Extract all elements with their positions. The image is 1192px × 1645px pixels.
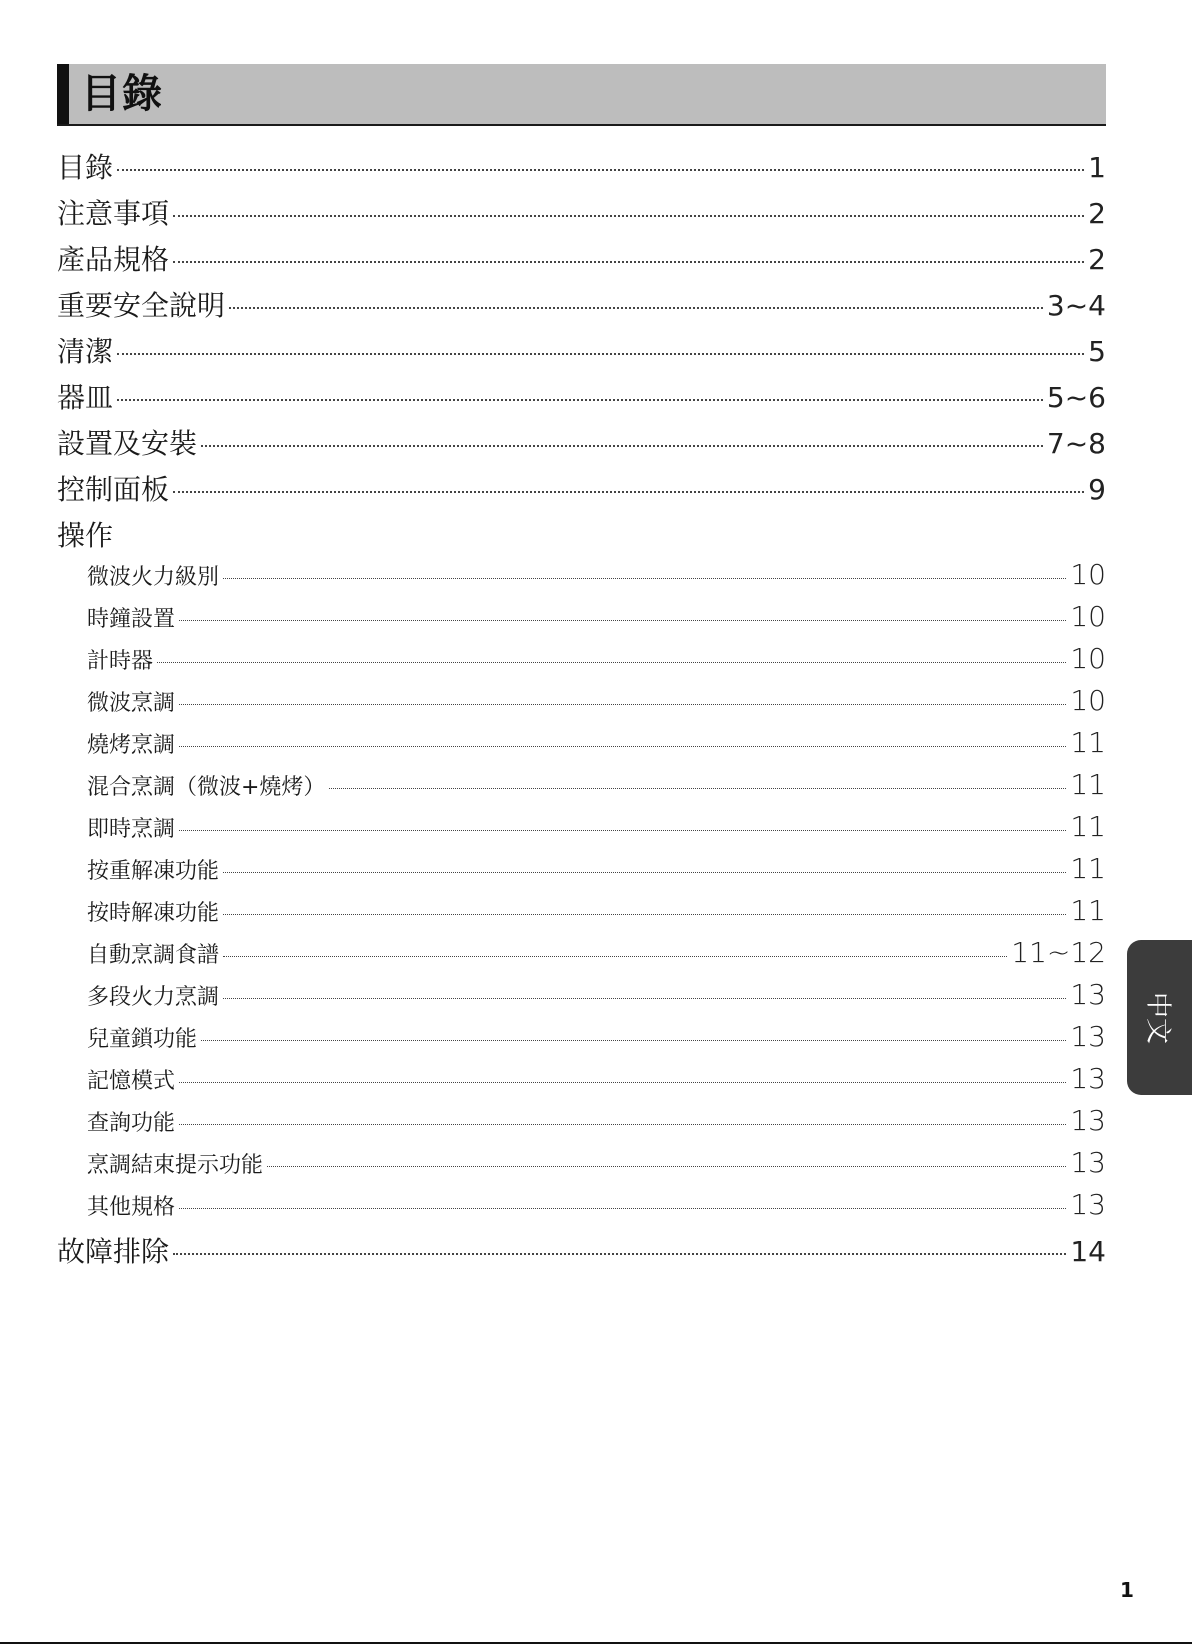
dot-leader: [117, 399, 1043, 401]
toc-entry-title: 控制面板: [57, 473, 170, 506]
toc-entry: [57, 1104, 1106, 1146]
toc-entry-page: 11: [1070, 726, 1106, 759]
toc-entry: [57, 514, 1106, 558]
dot-leader: [179, 830, 1066, 831]
dot-leader: [223, 872, 1066, 873]
toc-entry-page: 14: [1070, 1235, 1106, 1268]
dot-leader: [117, 169, 1084, 171]
toc-entry-title: 注意事項: [57, 197, 170, 230]
dot-leader: [179, 1208, 1066, 1209]
dot-leader: [157, 662, 1066, 663]
toc-entry-title: 微波火力級別: [87, 565, 220, 590]
toc-entry-title: 計時器: [87, 649, 154, 674]
dot-leader: [223, 998, 1066, 999]
bottom-rule: [0, 1642, 1192, 1644]
page-number: 1: [1120, 1578, 1134, 1602]
toc-entry-page: 5: [1088, 335, 1106, 368]
toc-entry-title: 按重解凍功能: [87, 859, 220, 884]
dot-leader: [173, 261, 1084, 263]
toc-entry: [57, 642, 1106, 684]
toc-entry-page: 10: [1070, 642, 1106, 675]
toc-entry-page: 9: [1088, 473, 1106, 506]
toc-entry: [57, 468, 1106, 514]
dot-leader: [201, 1040, 1066, 1041]
toc-entry-title: 其他規格: [87, 1195, 176, 1220]
dot-leader: [229, 307, 1043, 309]
toc-entry-page: 13: [1070, 1188, 1106, 1221]
toc-entry-page: 11: [1070, 894, 1106, 927]
toc-entry-page: 11: [1070, 810, 1106, 843]
toc-entry-page: 10: [1070, 600, 1106, 633]
toc-entry: [57, 936, 1106, 978]
page-title: 目錄: [81, 71, 163, 117]
dot-leader: [179, 1124, 1066, 1125]
toc-entry: [57, 684, 1106, 726]
dot-leader: [173, 491, 1084, 493]
toc-entry-page: 11~12: [1011, 936, 1106, 969]
toc-entry-page: 11: [1070, 852, 1106, 885]
toc-entry: [57, 768, 1106, 810]
toc-entry-title: 微波烹調: [87, 691, 176, 716]
dot-leader: [179, 704, 1066, 705]
dot-leader: [201, 445, 1043, 447]
dot-leader: [173, 215, 1084, 217]
toc-entry-title: 燒烤烹調: [87, 733, 176, 758]
toc-entry-title: 自動烹調食譜: [87, 943, 220, 968]
toc-entry-page: 1: [1088, 151, 1106, 184]
toc-entry-page: 13: [1070, 1146, 1106, 1179]
toc-entry-title: 多段火力烹調: [87, 985, 220, 1010]
toc-entry-title: 目錄: [57, 151, 114, 184]
toc-entry: [57, 284, 1106, 330]
dot-leader: [173, 1253, 1066, 1255]
toc-entry-title: 查詢功能: [87, 1111, 176, 1136]
toc-entry-title: 故障排除: [57, 1235, 170, 1268]
toc-entry-title: 清潔: [57, 335, 114, 368]
toc-entry: [57, 238, 1106, 284]
toc-entry-page: 2: [1088, 243, 1106, 276]
toc-entry-title: 記憶模式: [87, 1069, 176, 1094]
dot-leader: [223, 578, 1066, 579]
toc-entry: [57, 558, 1106, 600]
toc-entry-page: 10: [1070, 558, 1106, 591]
dot-leader: [223, 956, 1007, 957]
toc-entry: [57, 726, 1106, 768]
toc-entry: [57, 330, 1106, 376]
dot-leader: [117, 353, 1084, 355]
toc-entry-page: 13: [1070, 1104, 1106, 1137]
toc-entry-page: 3~4: [1046, 289, 1106, 322]
toc-entry-title: 產品規格: [57, 243, 170, 276]
toc-entry: [57, 894, 1106, 936]
toc-entry: [57, 376, 1106, 422]
toc-entry: [57, 978, 1106, 1020]
dot-leader: [179, 620, 1066, 621]
toc-entry-page: 10: [1070, 684, 1106, 717]
language-tab: [1127, 940, 1192, 1095]
dot-leader: [179, 746, 1066, 747]
dot-leader: [267, 1166, 1066, 1167]
toc-entry-title: 按時解凍功能: [87, 901, 220, 926]
dot-leader: [179, 1082, 1066, 1083]
toc-entry-title: 操作: [57, 519, 114, 552]
section-header: [57, 64, 1106, 126]
toc-entry: [57, 1230, 1106, 1276]
toc-entry: [57, 1146, 1106, 1188]
language-tab-label: 中文: [1142, 991, 1172, 1044]
toc-entry: [57, 852, 1106, 894]
toc-entry-title: 重要安全說明: [57, 289, 226, 322]
toc-entry: [57, 1188, 1106, 1230]
toc-entry-page: 5~6: [1046, 381, 1106, 414]
toc-entry-page: 2: [1088, 197, 1106, 230]
toc-entry-title: 烹調結束提示功能: [87, 1153, 264, 1178]
toc-entry: [57, 1062, 1106, 1104]
toc-entry-page: 13: [1070, 978, 1106, 1011]
toc-entry-title: 即時烹調: [87, 817, 176, 842]
toc-entry-page: 13: [1070, 1020, 1106, 1053]
toc-entry-title: 混合烹調（微波+燒烤）: [87, 775, 326, 800]
header-accent-bar: [57, 64, 69, 124]
toc-entry-title: 時鐘設置: [87, 607, 176, 632]
toc-entry-title: 兒童鎖功能: [87, 1027, 198, 1052]
toc-entry-page: 11: [1070, 768, 1106, 801]
dot-leader: [223, 914, 1066, 915]
toc-entry: [57, 600, 1106, 642]
toc-entry: [57, 1020, 1106, 1062]
toc-entry: [57, 422, 1106, 468]
toc-entry-title: 設置及安裝: [57, 427, 198, 460]
toc-entry-page: 13: [1070, 1062, 1106, 1095]
dot-leader: [329, 788, 1066, 789]
toc-entry: [57, 192, 1106, 238]
toc-entry-title: 器皿: [57, 381, 114, 414]
table-of-contents: [57, 146, 1106, 1276]
toc-entry: [57, 810, 1106, 852]
toc-entry-page: 7~8: [1046, 427, 1106, 460]
toc-entry: [57, 146, 1106, 192]
